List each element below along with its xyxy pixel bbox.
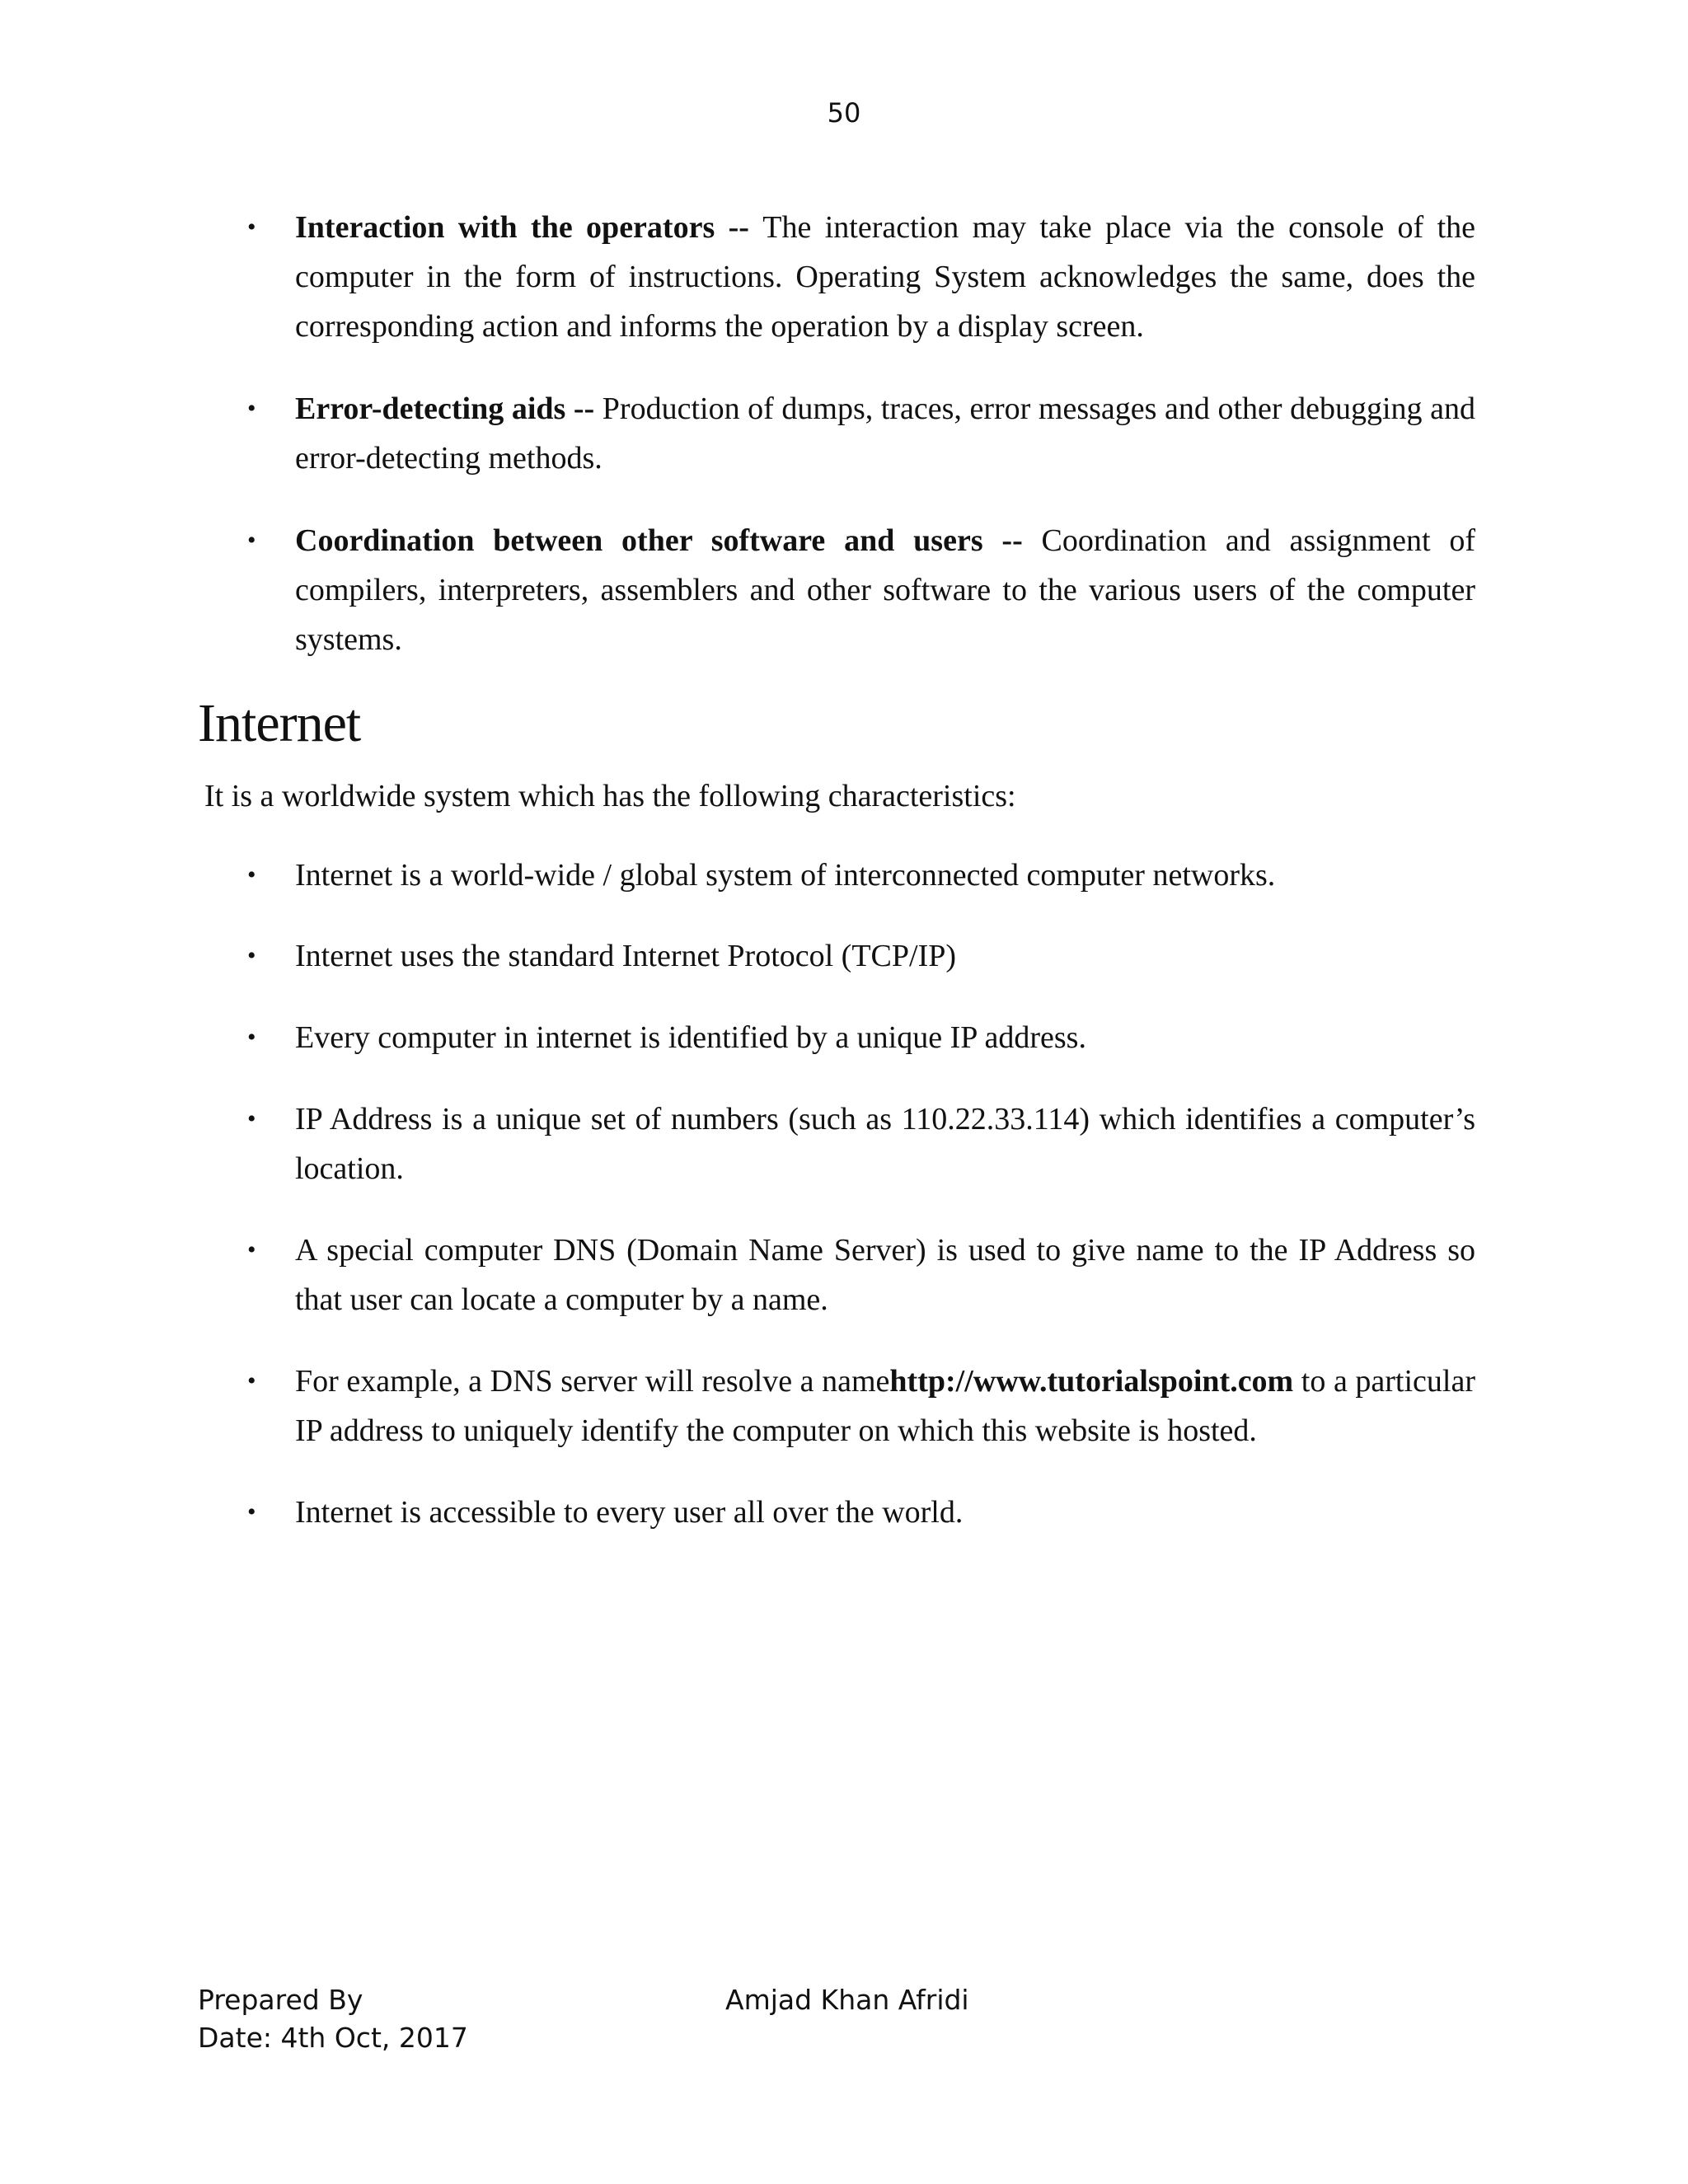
example-text-after: to a particular IP address to uniquely identify the computer on which this website is hosted. <box>295 1364 1475 1448</box>
list-item: Internet is accessible to every user all over the world. <box>295 1495 964 1530</box>
page-number: 50 <box>827 97 861 129</box>
footer-date: Date: 4th Oct, 2017 <box>198 2022 468 2054</box>
example-text-before: For example, a DNS server will resolve a name <box>295 1364 890 1399</box>
bullet-icon: • <box>247 395 256 422</box>
item-separator: -- <box>715 210 763 245</box>
bullet-icon: • <box>247 527 256 554</box>
bullet-icon: • <box>247 213 256 241</box>
section-intro: It is a worldwide system which has the following characteristics: <box>204 779 1016 813</box>
list-item <box>295 203 1475 351</box>
footer-author: Amjad Khan Afridi <box>725 1984 969 2016</box>
list-item: A special computer DNS (Domain Name Server) is used to give name to the IP Address so that user can locate a computer by a name. <box>295 1233 1475 1317</box>
item-separator: -- <box>982 523 1042 558</box>
example-url: http://www.tutorialspoint.com <box>889 1364 1294 1399</box>
item-term: Coordination between other software and users <box>295 523 983 558</box>
list-item: Internet is a world-wide / global system of interconnected computer networks. <box>295 858 1276 893</box>
bullet-icon: • <box>247 1024 256 1051</box>
list-item <box>295 516 1475 664</box>
bullet-icon: • <box>247 1498 256 1526</box>
item-separator: -- <box>565 391 603 426</box>
footer-prepared-by: Prepared By <box>198 1984 363 2016</box>
item-text: The interaction may take place via the console of the computer in the form of instructions. Operating System acknowledges the same, does the corresponding action and informs the operation by a display screen. <box>295 210 1476 344</box>
list-item <box>295 384 1475 483</box>
list-item: Every computer in internet is identified by a unique IP address. <box>295 1020 1086 1055</box>
item-term: Interaction with the operators <box>295 210 715 245</box>
bullet-icon: • <box>247 1105 256 1132</box>
item-term: Error-detecting aids <box>295 391 566 426</box>
list-item: Internet uses the standard Internet Protocol (TCP/IP) <box>295 939 957 973</box>
bullet-icon: • <box>247 942 256 969</box>
item-text: Production of dumps, traces, error messages and other debugging and error-detecting methods. <box>295 391 1476 476</box>
list-item <box>295 1357 1475 1455</box>
bullet-icon: • <box>247 1236 256 1263</box>
item-text: Coordination and assignment of compilers, interpreters, assemblers and other software to the various users of the computer systems. <box>295 523 1475 657</box>
section-heading: Internet <box>198 693 361 753</box>
list-item: IP Address is a unique set of numbers (such as 110.22.33.114) which identifies a computer’s location. <box>295 1102 1475 1186</box>
bullet-icon: • <box>247 861 256 888</box>
bullet-icon: • <box>247 1367 256 1394</box>
